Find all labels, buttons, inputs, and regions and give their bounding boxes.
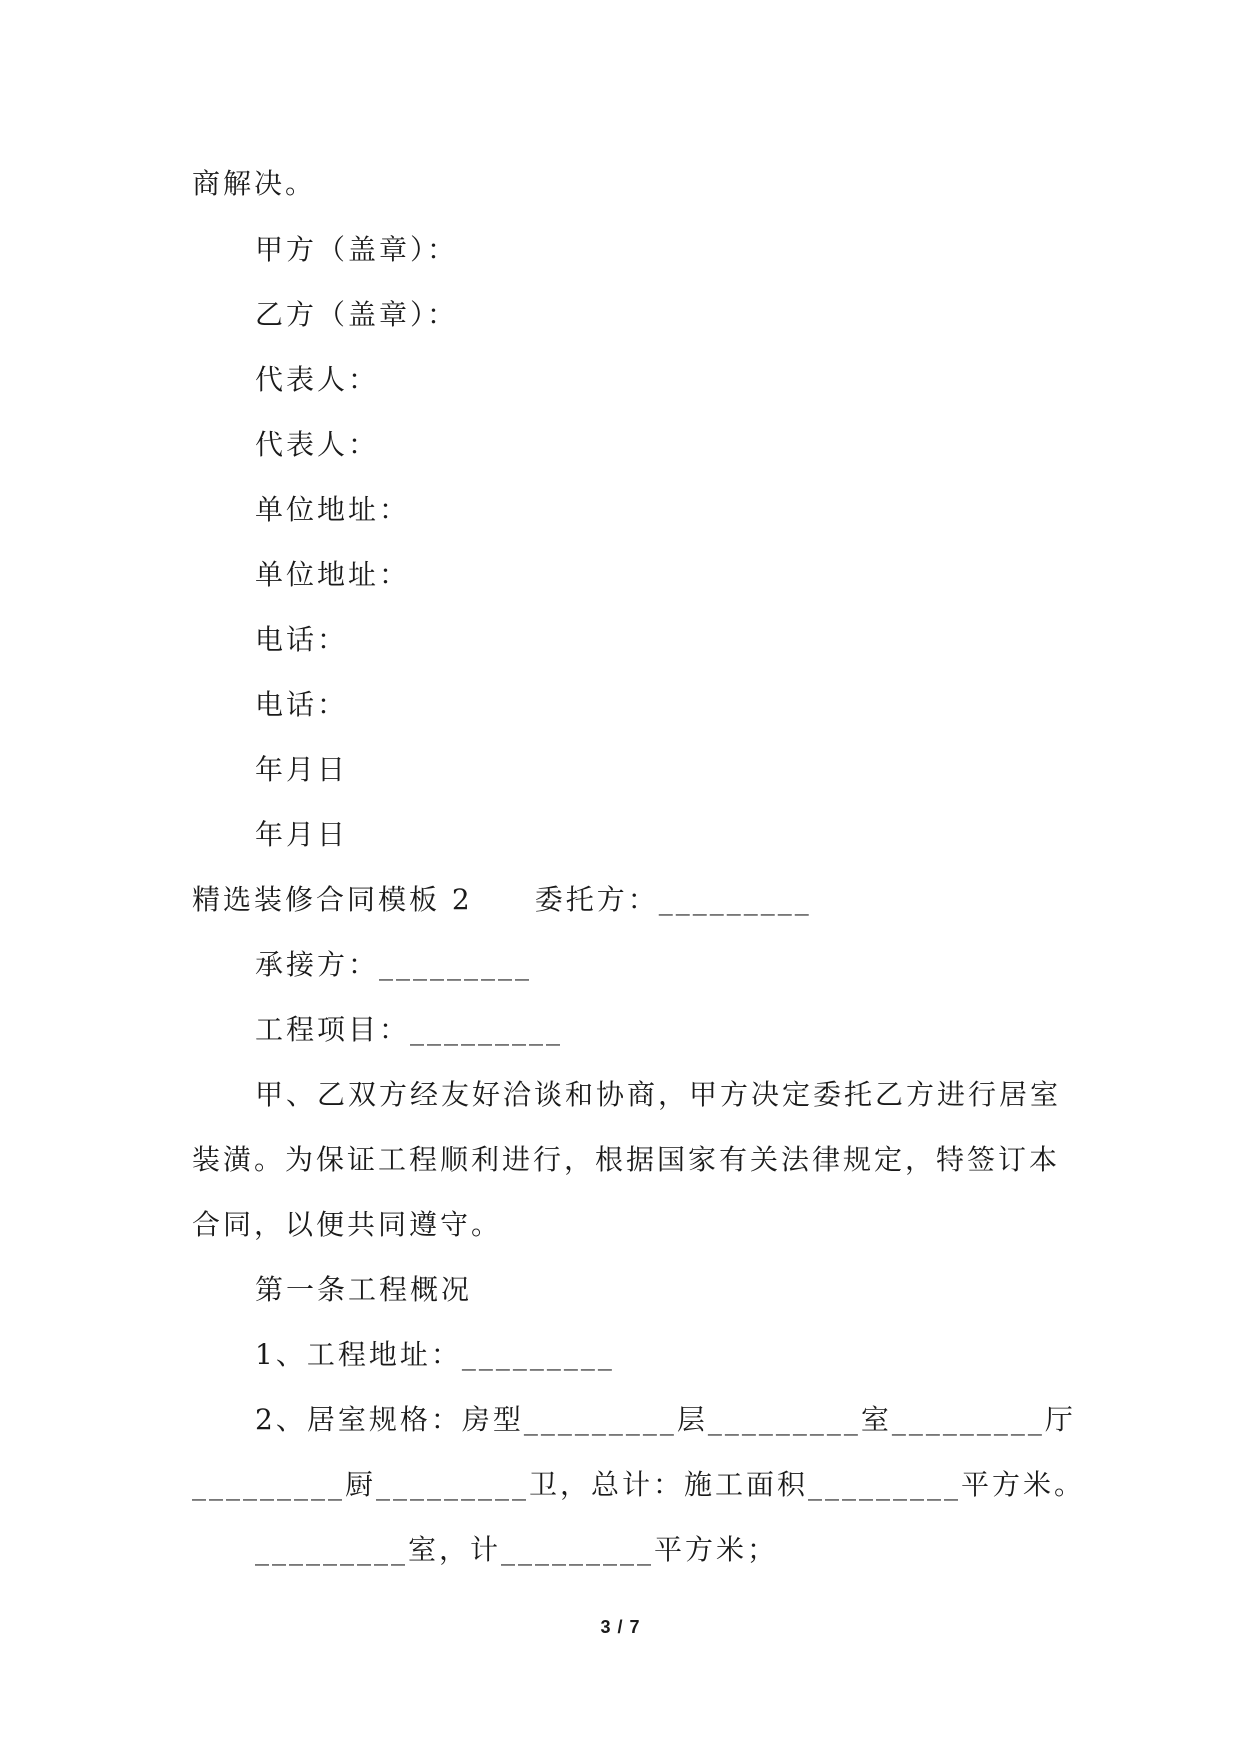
section-title: 第一条工程概况 [255, 1273, 473, 1306]
representative-line: 代表人： [255, 363, 380, 396]
contractor-field: 承接方：_________ [255, 948, 533, 981]
text-line: 商解决。 [192, 167, 317, 200]
room-area-item: _________室，计_________平方米； [255, 1533, 779, 1566]
page-number: 3 / 7 [600, 1617, 641, 1637]
room-spec-item-continued: _________厨_________卫，总计：施工面积_________平方米。 [192, 1468, 1086, 1501]
paragraph-line: 甲、乙双方经友好洽谈和协商，甲方决定委托乙方进行居室 [255, 1078, 1062, 1111]
phone-line: 电话： [255, 688, 349, 721]
paragraph-line: 装潢。为保证工程顺利进行，根据国家有关法律规定，特签订本 [192, 1143, 1061, 1176]
room-spec-item: 2、居室规格：房型_________层_________室_________厅 [255, 1403, 1076, 1436]
party-a-seal-line: 甲方（盖章）： [255, 233, 459, 266]
address-line: 单位地址： [255, 493, 411, 526]
address-line: 单位地址： [255, 558, 411, 591]
contract-heading: 精选装修合同模板 2 [192, 883, 473, 916]
representative-line: 代表人： [255, 428, 380, 461]
date-line: 年月日 [255, 818, 349, 851]
contract-heading-line [192, 880, 812, 920]
date-line: 年月日 [255, 753, 349, 786]
party-b-seal-line: 乙方（盖章）： [255, 298, 459, 331]
project-field: 工程项目：_________ [255, 1013, 564, 1046]
phone-line: 电话： [255, 623, 349, 656]
client-field: 委托方：_________ [534, 883, 812, 916]
project-address-item: 1、工程地址：_________ [255, 1338, 615, 1371]
paragraph-line: 合同，以便共同遵守。 [192, 1208, 503, 1241]
